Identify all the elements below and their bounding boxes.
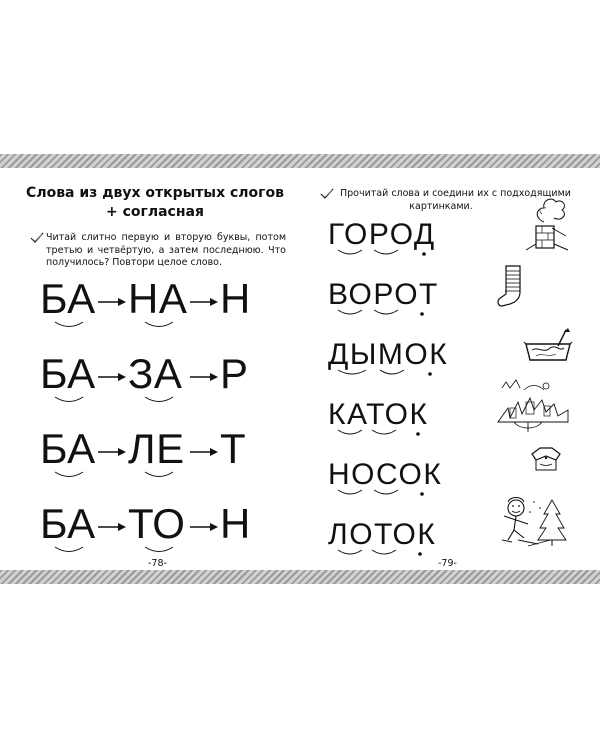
arrow-right-icon bbox=[190, 522, 218, 532]
city-icon bbox=[496, 378, 570, 434]
syllable-2: ТО bbox=[128, 500, 186, 547]
word: ЛОТОК bbox=[328, 518, 437, 551]
syllable-arc-icon bbox=[144, 471, 174, 479]
syllable-2: ЗА bbox=[128, 350, 183, 397]
collar-icon bbox=[528, 446, 564, 474]
syllable-arc-icon bbox=[54, 471, 84, 479]
syllable-arc-icon bbox=[54, 546, 84, 554]
syllable-row bbox=[40, 351, 290, 407]
word: ДЫМОК bbox=[328, 338, 449, 371]
word: НОСОК bbox=[328, 458, 443, 491]
syllable-arc-icon bbox=[328, 428, 438, 440]
right-instruction-line1: Прочитай слова и соедини их с подходящими bbox=[340, 188, 571, 199]
syllable-arc-icon bbox=[144, 321, 174, 329]
tray-icon bbox=[522, 326, 574, 366]
syllable-1: БА bbox=[40, 275, 96, 322]
top-decorative-stripe bbox=[0, 154, 600, 168]
right-page-number: -79- bbox=[438, 558, 457, 569]
arrow-right-icon bbox=[190, 372, 218, 382]
syllable-3: Р bbox=[220, 350, 249, 397]
sock-icon bbox=[496, 264, 530, 308]
arrow-right-icon bbox=[98, 447, 126, 457]
arrow-right-icon bbox=[98, 372, 126, 382]
syllable-arc-icon bbox=[328, 488, 438, 500]
syllable-1: БА bbox=[40, 500, 96, 547]
arrow-right-icon bbox=[98, 297, 126, 307]
syllable-row bbox=[40, 276, 290, 332]
syllable-arc-icon bbox=[328, 248, 438, 260]
syllable-2: НА bbox=[128, 275, 188, 322]
left-page-title-line2: + согласная bbox=[106, 204, 204, 220]
left-instruction: Читай слитно первую и вторую буквы, потом третью и четвёртую, а затем последнюю. Что получилось? Повтори целое слово. bbox=[46, 232, 286, 268]
syllable-3: Н bbox=[220, 275, 251, 322]
arrow-right-icon bbox=[98, 522, 126, 532]
syllable-arc-icon bbox=[144, 546, 174, 554]
syllable-arc-icon bbox=[54, 321, 84, 329]
left-page-number: -78- bbox=[148, 558, 167, 569]
left-page bbox=[0, 168, 300, 570]
bottom-decorative-stripe bbox=[0, 570, 600, 584]
book-spread bbox=[0, 168, 600, 570]
arrow-right-icon bbox=[190, 297, 218, 307]
syllable-3: Т bbox=[220, 425, 247, 472]
syllable-2: ЛЕ bbox=[128, 425, 185, 472]
syllable-arc-icon bbox=[144, 396, 174, 404]
word: КАТОК bbox=[328, 398, 429, 431]
right-page bbox=[300, 168, 600, 570]
syllable-arc-icon bbox=[328, 368, 448, 380]
syllable-arc-icon bbox=[328, 308, 438, 320]
right-instruction-line2: картинками. bbox=[409, 200, 473, 212]
skater-icon bbox=[498, 494, 568, 550]
word: ВОРОТ bbox=[328, 278, 439, 311]
checkmark-icon bbox=[320, 188, 334, 200]
syllable-row bbox=[40, 501, 290, 557]
syllable-1: БА bbox=[40, 350, 96, 397]
syllable-row bbox=[40, 426, 290, 482]
syllable-3: Н bbox=[220, 500, 251, 547]
checkmark-icon bbox=[30, 232, 44, 244]
left-page-title-line1: Слова из двух открытых слогов bbox=[26, 185, 284, 201]
word: ГОРОД bbox=[328, 218, 436, 251]
syllable-arc-icon bbox=[54, 396, 84, 404]
chimney-smoke-icon bbox=[522, 192, 570, 252]
syllable-1: БА bbox=[40, 425, 96, 472]
arrow-right-icon bbox=[190, 447, 218, 457]
syllable-arc-icon bbox=[328, 548, 438, 560]
